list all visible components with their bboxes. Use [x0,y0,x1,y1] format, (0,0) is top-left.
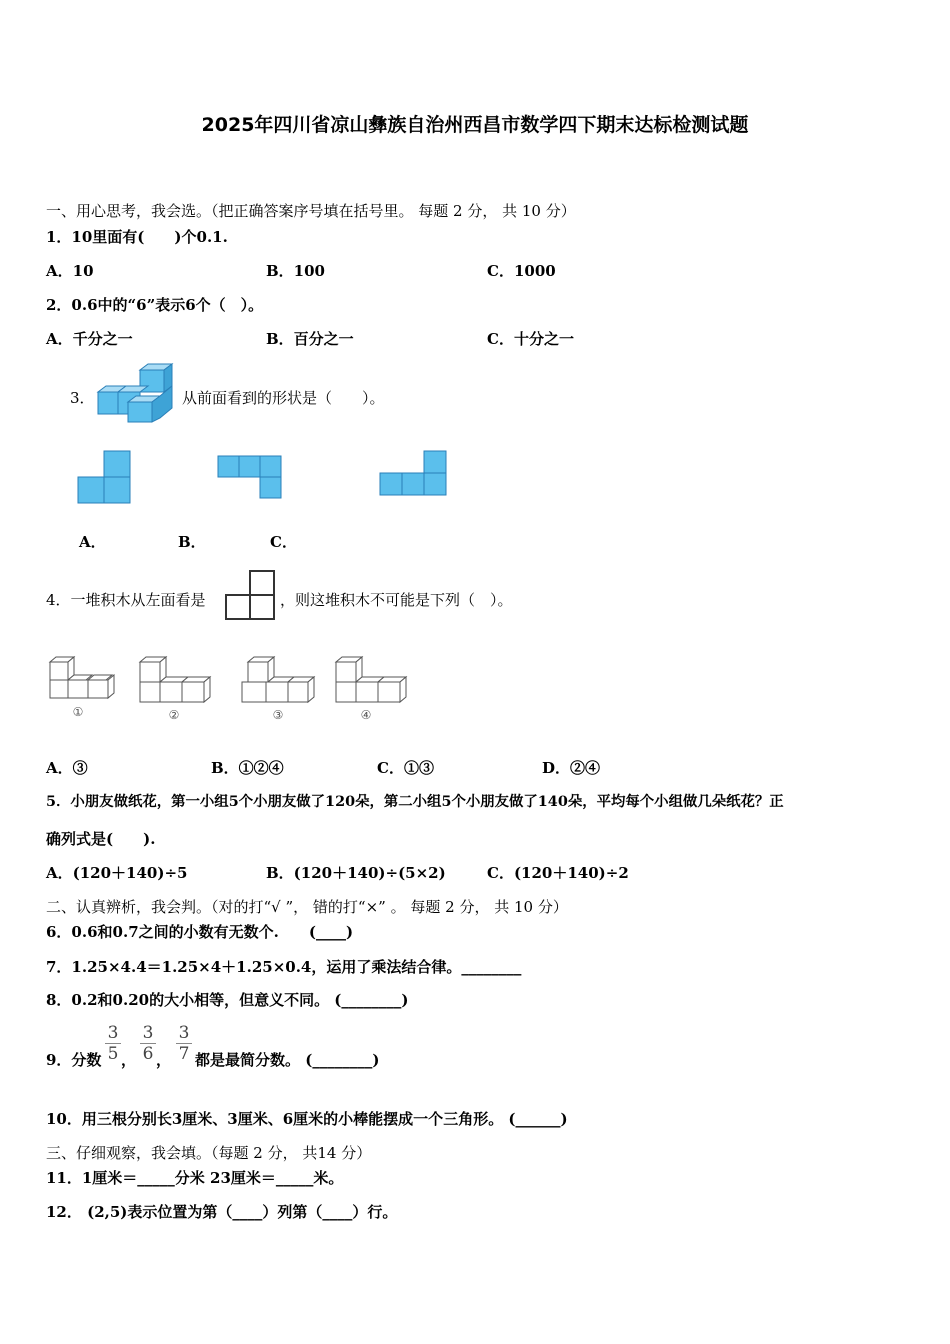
section2-heading: 二、认真辨析，我会判。（对的打“√ ”， 错的打“×” 。 每题 2 分， 共 10 分） [46,898,568,916]
q5-stem-line1: 5．小朋友做纸花，第一小组5个小朋友做了120朵，第二小组5个小朋友做了140朵，平均每个小组做几朵纸花？正 [46,793,784,810]
section1-heading: 一、用心思考，我会选。（把正确答案序号填在括号里。 每题 2 分， 共 10 分） [46,202,576,220]
q4-figure-2-label: ② [168,708,180,722]
q4-figure-1-label: ① [72,705,84,719]
q5-stem-line2: 确列式是( ). [46,830,156,848]
q4-option-a[interactable]: A．③ [46,759,88,777]
q9-fraction-2-numerator: 3 [142,1023,154,1043]
q3-option-b[interactable]: B． [178,533,206,551]
q4-figure-1 [46,652,120,722]
q4-figure-4 [332,652,412,724]
q3-option-b-figure[interactable] [217,455,283,501]
q4-left-view-figure [223,569,277,621]
q2-option-c[interactable]: C．十分之一 [487,330,574,348]
q9-comma-1: ， [121,1051,137,1069]
q2-option-a[interactable]: A．千分之一 [46,330,133,348]
q9-fraction-3-numerator: 3 [178,1023,190,1043]
q3-cube-stack-figure [96,362,176,424]
q9-fraction-3-denominator: 7 [178,1044,190,1064]
q4-figure-2 [136,652,220,724]
q4-stem-part2: ，则这堆积木不可能是下列（ ）。 [280,591,513,609]
q9-fraction-2-denominator: 6 [142,1044,154,1064]
q3-stem: 从前面看到的形状是（ ）。 [182,389,385,407]
q3-number: 3． [70,389,95,407]
q9-fraction-1-numerator: 3 [107,1023,119,1043]
q3-option-a[interactable]: A． [79,533,106,551]
q9-suffix: 都是最简分数。 (________) [195,1051,380,1069]
q4-figure-3 [238,652,318,724]
q10: 10．用三根分别长3厘米、3厘米、6厘米的小棒能摆成一个三角形。 (______) [46,1110,568,1128]
q5-option-c[interactable]: C．(120＋140)÷2 [487,864,629,882]
q1-option-a[interactable]: A．10 [46,262,94,280]
q9-fraction-1 [105,1024,121,1063]
q1-stem: 1．10里面有( )个0.1. [46,228,228,246]
q9-fraction-3 [176,1024,192,1063]
q2-option-b[interactable]: B．百分之一 [266,330,354,348]
q4-option-d[interactable]: D．②④ [542,759,601,777]
q4-figure-4-label: ④ [360,708,372,722]
section3-heading: 三、仔细观察，我会填。（每题 2 分， 共14 分） [46,1144,372,1162]
q3-option-a-figure[interactable] [76,450,132,506]
q3-option-c[interactable]: C． [270,533,297,551]
q11: 11．1厘米＝_____分米 23厘米＝_____米。 [46,1169,344,1187]
q9-fraction-2 [140,1024,156,1063]
q1-option-b[interactable]: B．100 [266,262,325,280]
q7: 7．1.25×4.4＝1.25×4＋1.25×0.4，运用了乘法结合律。________ [46,958,522,976]
q6: 6．0.6和0.7之间的小数有无数个. (____) [46,923,354,941]
q5-option-b[interactable]: B．(120＋140)÷(5×2) [266,864,446,882]
q9-prefix: 9．分数 [46,1051,102,1069]
q8: 8．0.2和0.20的大小相等，但意义不同。 (________) [46,991,409,1009]
q12: 12． (2,5)表示位置为第（____）列第（____）行。 [46,1203,398,1221]
q9-fraction-1-denominator: 5 [107,1044,119,1064]
q4-figure-3-label: ③ [272,708,284,722]
q4-option-c[interactable]: C．①③ [377,759,434,777]
q1-option-c[interactable]: C．1000 [487,262,556,280]
q4-stem-part1: 4．一堆积木从左面看是 [46,591,206,609]
q9-comma-2: ， [156,1051,172,1069]
q2-stem: 2．0.6中的“6”表示6个（ ）。 [46,296,264,314]
q3-option-c-figure[interactable] [378,450,448,498]
q4-option-b[interactable]: B．①②④ [211,759,284,777]
page-title: 2025年四川省凉山彝族自治州西昌市数学四下期末达标检测试题 [201,114,749,136]
q5-option-a[interactable]: A．(120＋140)÷5 [46,864,188,882]
